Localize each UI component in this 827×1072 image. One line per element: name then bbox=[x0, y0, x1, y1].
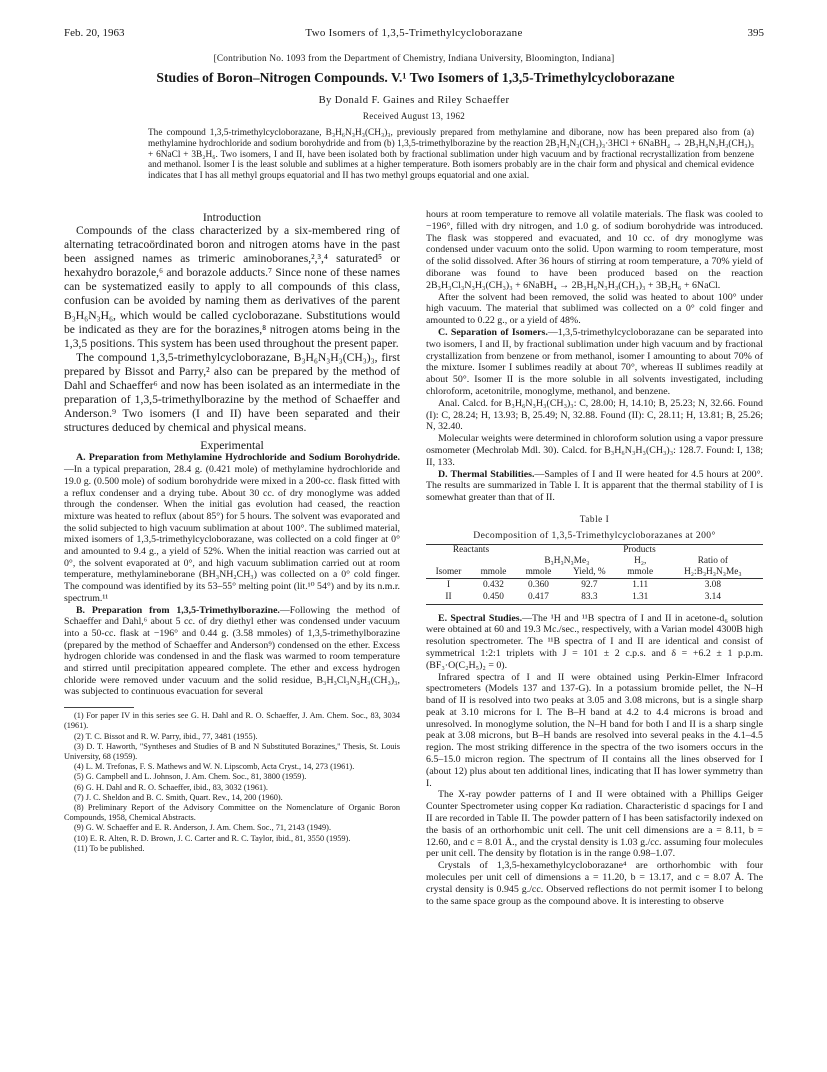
column-header: mmole bbox=[525, 566, 552, 577]
footnotes bbox=[64, 711, 400, 854]
decomposition-table bbox=[426, 544, 763, 605]
footnote: (7) J. C. Sheldon and B. C. Smith, Quart. Rev., 14, 200 (1960). bbox=[74, 792, 283, 802]
elemental-analysis: Anal. Calcd. for B₃H₆N₃H₃(CH₃)₃: C, 28.00; H, 14.10; B, 25.23; N, 32.66. Found (I): C, 28.24; H, 13.93; B, 25.49; N, 32.88. Found (II): C, 28.11; H, 13.81; B, 25.26; N, 32.40. bbox=[426, 397, 763, 433]
section-b-continued: hours at room temperature to remove all volatile materials. The flask was cooled to −196°, filled with dry nitrogen, and 1.0 g. of sodium borohydride was introduced. The flask was stoppered and evacuated, and 10 cc. of dry monoglyme was condensed under vacuum onto the solid. Upon warming to room temperature, most of the solid dissolved. After 36 hours of stirring at room temperature, a 70% yield of diborane was found to have been produced based on the reaction 2B₃H₃Cl₃N₃H₃(CH₃)₃ + 6NaBH₄ → 2B₃H₆N₃H₃(CH₃)₃ + 3B₂H₆ + 6NaCl. bbox=[426, 209, 763, 291]
contribution-line: [Contribution No. 1093 from the Department of Chemistry, Indiana University, Bloomington, Indiana] bbox=[213, 54, 615, 64]
column-header: mmole bbox=[480, 566, 507, 577]
section-d-body: —Samples of I and II were heated for 4.5 hours at 200°. The results are summarized in Table I. It is apparent that the thermal stability of I is somewhat greater than that of II. bbox=[426, 468, 763, 504]
products-group: Products bbox=[623, 544, 656, 555]
section-a-heading: A. Preparation from Methylamine Hydrochloride and Sodium Borohydride. bbox=[76, 452, 400, 464]
h2-header: H₂, bbox=[634, 555, 647, 566]
left-column bbox=[64, 210, 400, 854]
running-title: Two Isomers of 1,3,5-Trimethylcycloborazane bbox=[305, 27, 523, 39]
infrared-paragraph: Infrared spectra of I and II were obtained using Perkin-Elmer Infracord spectrometers (Models 137 and 137-G). In a potassium bromide pellet, the N–H band of II is resolved into two peaks at 3.05 and 3.08 microns, but is a single sharp peak at 3.10 microns for I. The B–H band at 4.2 to 4.4 microns is broad and unresolved. In monoglyme solution, the N–H band for both I and II is a sharp single peak at 3.08 microns, but B–H bands are resolved into several peaks in the 4.1–4.5 region. The most striking difference in the spectra of the two isomers occurs in the 6.5–15.0 micron region. The spectrum of II contains all the lines observed for I (about 12) plus about ten additional lines, indicating that II has lower symmetry than I. bbox=[426, 671, 763, 789]
section-b-body: —Following the method of Schaeffer and Dahl,⁶ about 5 cc. of dry diethyl ether was condensed under vacuum into a 50-cc. flask at −196° and 0.44 g. (3.58 mmoles) of 1,3,5-trimethylborazine (prepared by the method of Schaeffer and Anderson⁹) condensed on the ether. Excess hydrogen chloride was condensed in and the flask was warmed to room temperature and stirred until precipitation appeared complete. The ether and excess hydrogen chloride were removed under vacuum and the solid residue, B₃H₃Cl₃N₃H₃(CH₃)₃, was subjected to continuous evacuation for several bbox=[64, 604, 400, 698]
table-cell: 92.7 bbox=[581, 579, 598, 590]
column-header: mmole bbox=[627, 566, 654, 577]
section-a-body: —In a typical preparation, 28.4 g. (0.421 mole) of methylamine hydrochloride and 19.0 g. (0.500 mole) of sodium borohydride were mixed in a 200-cc. flask fitted with a reflux condenser and a drying tube. About 30 cc. of dry monoglyme was added through the condenser. When the initial gas evolution had ceased, the reaction mixture was heated to reflux (about 85°) for 5 hours. The solvent was evaporated and the solid subjected to high vacuum sublimation at about 100°. The sublimed material, mixed isomers of 1,3,5-trimethylcycloborazane, was collected on a cold finger at 0° and amounted to 9.4 g., a yield of 52%. When the initial reaction was carried out at 0°, the solvent evaporated at 0°, and high vacuum sublimation carried out at room temperature, methylamineborane (BH₃NH₂CH₃) was collected on a 0° cold finger. The compound was identified by its 53–55° melting point (lit.¹⁰ 54°) and by its n.m.r. spectrum.¹¹ bbox=[64, 464, 400, 604]
experimental-section-e bbox=[426, 613, 763, 672]
footnote: (3) D. T. Haworth, "Syntheses and Studies of B and N Substituted Borazines," Thesis, St. Louis University, 68 (1959). bbox=[64, 741, 400, 761]
footnote: (2) T. C. Bissot and R. W. Parry, ibid., 77, 3481 (1955). bbox=[74, 731, 258, 741]
table-column-headers bbox=[426, 567, 763, 579]
column-header: Isomer bbox=[435, 566, 462, 577]
table-cell: 1.31 bbox=[632, 592, 649, 603]
table-row bbox=[426, 578, 763, 591]
product-ring-group: B₃H₃N₃Me₃ bbox=[544, 555, 590, 566]
experimental-section-d bbox=[426, 469, 763, 504]
table-cell: 3.14 bbox=[704, 592, 721, 603]
table-cell: II bbox=[445, 592, 452, 603]
table-cell: 0.417 bbox=[528, 592, 549, 603]
table-cell: 0.450 bbox=[483, 592, 504, 603]
footnote: (10) E. R. Alten, R. D. Brown, J. C. Carter and R. C. Taylor, ibid., 81, 3550 (1959). bbox=[74, 833, 351, 843]
issue-date: Feb. 20, 1963 bbox=[64, 27, 125, 39]
table-cell: 0.360 bbox=[528, 579, 549, 590]
intro-paragraph-1: Compounds of the class characterized by a six-membered ring of alternating tetracoördinated boron and nitrogen atoms have in the past been assigned names as trimeric aminoboranes,²,³,⁴ saturated⁵ or hexahydro borazole,⁶ and borazole adducts.⁷ Since none of these names can be systematized easily to apply to all compounds of this class, confusion can be avoided by naming them as derivatives of the parent B₃H₆N₃H₆, which would be called cycloborazane. Substitutions would be indicated as they are for the borazines,⁸ nitrogen atoms being in the 1,3,5 positions. This system has been used throughout the present paper. bbox=[64, 224, 400, 350]
section-b-heading: B. Preparation from 1,3,5-Trimethylborazine. bbox=[76, 604, 280, 616]
footnote: (1) For paper IV in this series see G. H. Dahl and R. O. Schaeffer, J. Am. Chem. Soc., 83, 3034 (1961). bbox=[64, 711, 400, 731]
right-column bbox=[426, 209, 763, 907]
footnote-divider bbox=[64, 707, 134, 708]
ratio-header: Ratio of bbox=[697, 555, 728, 566]
section-e-body: —The ¹H and ¹¹B spectra of I and II in acetone-d₆ solution were obtained at 60 and 19.3 Mc./sec., respectively, with a Varian model 4300B high resolution spectrometer. The ¹¹B spectra of I and II are identical and consist of symmetrical 1:2:1 triplets with J = 101 ± 2 c.p.s. and δ = +6.2 ± 1 p.p.m. (BF₃·O(C₂H₅)₂ = 0). bbox=[426, 612, 763, 671]
experimental-heading: Experimental bbox=[200, 438, 264, 453]
section-d-heading: D. Thermal Stabilities. bbox=[438, 468, 535, 480]
footnote: (9) G. W. Schaeffer and E. R. Anderson, J. Am. Chem. Soc., 71, 2143 (1949). bbox=[74, 823, 332, 833]
footnote: (6) G. H. Dahl and R. O. Schaeffer, ibid., 83, 3032 (1961). bbox=[74, 782, 268, 792]
column-header: Yield, % bbox=[573, 566, 606, 577]
sublimation-paragraph: After the solvent had been removed, the solid was heated to about 100° under high vacuum. The material that sublimed was collected on a 0° cold finger and amounted to 0.22 g., or a yield of 48%. bbox=[426, 291, 763, 327]
reactants-group: Reactants bbox=[452, 544, 490, 555]
molecular-weights: Molecular weights were determined in chloroform solution using a vapor pressure osmometer (Mechrolab Mdl. 30). Calcd. for B₃H₆N₃H₃(CH₃)₃: 128.7. Found: I, 138; II, 133. bbox=[426, 433, 763, 468]
section-c-heading: C. Separation of Isomers. bbox=[438, 326, 548, 338]
experimental-section-c bbox=[426, 327, 763, 398]
introduction-heading: Introduction bbox=[202, 210, 262, 224]
table-row bbox=[426, 591, 763, 604]
section-e-heading: E. Spectral Studies. bbox=[438, 612, 523, 624]
footnote: (11) To be published. bbox=[74, 843, 145, 853]
table-group-header bbox=[426, 544, 763, 556]
crystal-paragraph: Crystals of 1,3,5-hexamethylcycloborazane⁴ are orthorhombic with four molecules per unit cell of dimensions a = 11.20, b = 13.17, and c = 8.07 Å. The crystal density is 0.945 g./cc. Observed reflections do not permit isomer I to belong to the same space group as the compound above. It is interesting to observe bbox=[426, 860, 763, 907]
table-cell: 0.432 bbox=[483, 579, 504, 590]
experimental-section-a bbox=[64, 452, 400, 604]
section-c-body: —1,3,5-trimethylcycloborazane can be separated into two isomers, I and II, by fractional sublimation under high vacuum and by fractional crystallization from benzene or from methanol, isomer I amounting to about 70% of the mixture. Isomer I sublimes readily at about 70°, whereas II sublimes readily at about 50°. Isomer II is the more soluble in all solvents investigated, including chloroform, acetonitrile, monoglyme, methanol, and benzene. bbox=[426, 326, 763, 397]
author-line: By Donald F. Gaines and Riley Schaeffer bbox=[318, 95, 510, 106]
experimental-section-b bbox=[64, 605, 400, 699]
xray-paragraph: The X-ray powder patterns of I and II were obtained with a Phillips Geiger Counter Spectrometer using copper Kα radiation. Characteristic d spacings for I and II are recorded in Table II. The powder pattern of I has been satisfactorily indexed on the basis of an orthorhombic unit cell. The unit cell dimensions are a = 8.11, b = 12.60, and c = 8.01 Å., and the crystal density is 1.03 g./cc. assuming four molecules per unit cell. The density by flotation is in the range 0.98–1.07. bbox=[426, 789, 763, 860]
table-label: Table I bbox=[579, 514, 610, 525]
footnote: (4) L. M. Trefonas, F. S. Mathews and W. N. Lipscomb, Acta Cryst., 14, 273 (1961). bbox=[74, 762, 355, 772]
page-number: 395 bbox=[747, 27, 764, 39]
intro-paragraph-2: The compound 1,3,5-trimethylcycloborazane, B₃H₆N₃H₃(CH₃)₃, first prepared by Bissot and Parry,² also can be prepared by the method of Dahl and Schaeffer⁶ and now has been isolated as an intermediate in the preparation of 1,3,5-trimethylborazine by the method of Schaeffer and Anderson.⁹ Two isomers (I and II) have been separated and their structures deduced by chemical and physical means. bbox=[64, 350, 400, 435]
received-date: Received August 13, 1962 bbox=[362, 111, 466, 121]
table-subgroup-header bbox=[426, 556, 763, 567]
footnote: (8) Preliminary Report of the Advisory Committee on the Nomenclature of Organic Boron Compounds, 1958, Chemical Abstracts. bbox=[64, 803, 400, 823]
table-cell: 3.08 bbox=[704, 579, 721, 590]
table-cell: 83.3 bbox=[581, 592, 598, 603]
table-cell: 1.11 bbox=[632, 579, 649, 590]
running-header bbox=[64, 27, 764, 41]
table-caption: Decomposition of 1,3,5-Trimethylcycloborazanes at 200° bbox=[473, 529, 716, 541]
article-title: Studies of Boron–Nitrogen Compounds. V.¹ Two Isomers of 1,3,5-Trimethylcycloborazane bbox=[156, 70, 675, 85]
footnote: (5) G. Campbell and L. Johnson, J. Am. Chem. Soc., 81, 3800 (1959). bbox=[74, 772, 307, 782]
table-cell: I bbox=[446, 579, 451, 590]
abstract: The compound 1,3,5-trimethylcycloborazane, B₃H₆N₃H₃(CH₃)₃, previously prepared from methylamine and diborane, now has been prepared also from (a) methylamine hydrochloride and sodium borohydride and from (b) 1,3,5-trimethylborazine by the reaction 2B₃H₃N₃(CH₃)₃·3HCl + 6NaBH₄ → 2B₃H₆N₃H₃(CH₃)₃ + 6NaCl + 3B₂H₆. Two isomers, I and II, have been isolated both by fractional sublimation under high vacuum and by fractional recrystallization from benzene and methanol. Isomer I is the least soluble and sublimes at a higher temperature. Both isomers probably are in the chair form and physical and chemical evidence indicates that I has all methyl groups equatorial and II has two methyl groups equatorial and one axial. bbox=[148, 128, 754, 182]
column-header: H₂:B₃H₃N₃Me₃ bbox=[684, 566, 742, 577]
